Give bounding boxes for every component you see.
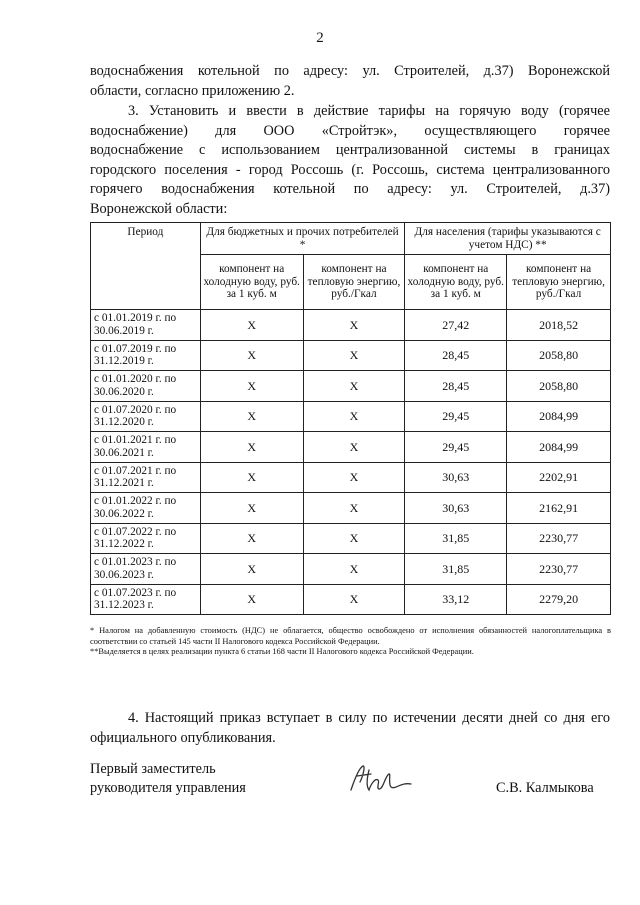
item3-line-5: горячего водоснабжения котельной по адресу: ул. Строителей, д.37) xyxy=(90,181,610,197)
row-cold-population: 30,63 xyxy=(405,493,507,524)
row-cold-population: 31,85 xyxy=(405,554,507,585)
item3-line-3: водоснабжение с использованием централизованной системы в границах xyxy=(90,142,610,158)
row-period: с 01.01.2023 г. по 30.06.2023 г. xyxy=(91,554,201,585)
row-heat-budget: Х xyxy=(303,554,405,585)
row-cold-population: 31,85 xyxy=(405,523,507,554)
page-number: 2 xyxy=(316,30,324,46)
row-cold-population: 28,45 xyxy=(405,371,507,402)
row-heat-population: 2058,80 xyxy=(507,340,611,371)
row-heat-population: 2084,99 xyxy=(507,432,611,463)
row-cold-population: 33,12 xyxy=(405,584,507,615)
row-period: с 01.07.2021 г. по 31.12.2021 г. xyxy=(91,462,201,493)
row-heat-population: 2202,91 xyxy=(507,462,611,493)
table-row xyxy=(91,584,611,615)
table-row xyxy=(91,310,611,341)
row-heat-budget: Х xyxy=(303,432,405,463)
row-cold-budget: Х xyxy=(200,554,303,585)
row-heat-population: 2162,91 xyxy=(507,493,611,524)
item4-line-1: 4. Настоящий приказ вступает в силу по истечении десяти дней со дня его xyxy=(128,710,610,726)
signatory-title-line-1: Первый заместитель xyxy=(90,761,216,777)
row-heat-budget: Х xyxy=(303,371,405,402)
row-heat-budget: Х xyxy=(303,493,405,524)
row-cold-population: 28,45 xyxy=(405,340,507,371)
row-heat-budget: Х xyxy=(303,462,405,493)
row-heat-budget: Х xyxy=(303,340,405,371)
row-cold-budget: Х xyxy=(200,584,303,615)
row-period: с 01.01.2019 г. по 30.06.2019 г. xyxy=(91,310,201,341)
table-header-row xyxy=(91,223,611,255)
subheader-cold-population: компонент на холодную воду, руб. за 1 куб. м xyxy=(405,255,507,310)
signatory-title-line-2: руководителя управления xyxy=(90,780,246,796)
row-cold-budget: Х xyxy=(200,523,303,554)
row-heat-population: 2018,52 xyxy=(507,310,611,341)
row-cold-population: 30,63 xyxy=(405,462,507,493)
intro-line-1: водоснабжения котельной по адресу: ул. Строителей, д.37) Воронежской xyxy=(90,63,610,79)
footnotes xyxy=(90,626,611,658)
item-4-paragraph xyxy=(90,708,610,748)
item3-line-1: 3. Установить и ввести в действие тарифы на горячую воду (горячее xyxy=(128,103,610,119)
row-cold-budget: Х xyxy=(200,432,303,463)
signatory-name: С.В. Калмыкова xyxy=(496,780,594,796)
row-period: с 01.01.2020 г. по 30.06.2020 г. xyxy=(91,371,201,402)
footnote-vat-included: **Выделяется в целях реализации пункта 6 статьи 168 части II Налогового кодекса Российской Федерации. xyxy=(90,647,474,657)
row-heat-budget: Х xyxy=(303,401,405,432)
subheader-cold-budget: компонент на холодную воду, руб. за 1 куб. м xyxy=(200,255,303,310)
row-heat-population: 2058,80 xyxy=(507,371,611,402)
row-cold-budget: Х xyxy=(200,371,303,402)
intro-line-2: области, согласно приложению 2. xyxy=(90,82,295,99)
tariff-table xyxy=(90,222,611,615)
row-period: с 01.01.2022 г. по 30.06.2022 г. xyxy=(91,493,201,524)
subheader-heat-population: компонент на тепловую энергию, руб./Гкал xyxy=(507,255,611,310)
row-cold-budget: Х xyxy=(200,462,303,493)
row-heat-population: 2279,20 xyxy=(507,584,611,615)
row-heat-budget: Х xyxy=(303,523,405,554)
subheader-heat-budget: компонент на тепловую энергию, руб./Гкал xyxy=(303,255,405,310)
item4-line-2: официального опубликования. xyxy=(90,730,276,746)
item3-line-6: Воронежской области: xyxy=(90,200,228,217)
row-period: с 01.01.2021 г. по 30.06.2021 г. xyxy=(91,432,201,463)
row-cold-population: 29,45 xyxy=(405,432,507,463)
row-cold-population: 27,42 xyxy=(405,310,507,341)
table-row xyxy=(91,401,611,432)
table-row xyxy=(91,523,611,554)
row-period: с 01.07.2019 г. по 31.12.2019 г. xyxy=(91,340,201,371)
row-cold-population: 29,45 xyxy=(405,401,507,432)
table-row xyxy=(91,554,611,585)
row-cold-budget: Х xyxy=(200,401,303,432)
header-budget: Для бюджетных и прочих потребителей * xyxy=(200,223,405,255)
row-period: с 01.07.2022 г. по 31.12.2022 г. xyxy=(91,523,201,554)
item3-line-2: водоснабжение) для ООО «Стройтэк», осуществляющего горячее xyxy=(90,122,610,139)
item3-line-4: городского поселения - город Россошь (г. Россошь, система централизованного xyxy=(90,161,610,178)
footnote-vat-exempt: * Налогом на добавленную стоимость (НДС) не облагается, общество освобождено от исполнения обязанностей налогоплательщика в соответствии со статьей 145 части II Налогового кодекса Российской Федерации. xyxy=(90,626,611,646)
item-3-paragraph xyxy=(90,102,610,219)
table-row xyxy=(91,371,611,402)
header-period: Период xyxy=(91,223,201,310)
handwritten-signature-icon xyxy=(345,760,415,798)
header-population: Для населения (тарифы указываются с учетом НДС) ** xyxy=(405,223,611,255)
row-heat-budget: Х xyxy=(303,584,405,615)
row-period: с 01.07.2020 г. по 31.12.2020 г. xyxy=(91,401,201,432)
table-row xyxy=(91,493,611,524)
signatory-title xyxy=(90,760,246,798)
row-heat-budget: Х xyxy=(303,310,405,341)
table-row xyxy=(91,432,611,463)
row-cold-budget: Х xyxy=(200,493,303,524)
row-cold-budget: Х xyxy=(200,340,303,371)
table-row xyxy=(91,462,611,493)
row-heat-population: 2230,77 xyxy=(507,554,611,585)
row-cold-budget: Х xyxy=(200,310,303,341)
table-row xyxy=(91,340,611,371)
row-period: с 01.07.2023 г. по 31.12.2023 г. xyxy=(91,584,201,615)
row-heat-population: 2084,99 xyxy=(507,401,611,432)
row-heat-population: 2230,77 xyxy=(507,523,611,554)
intro-paragraph xyxy=(90,62,610,101)
